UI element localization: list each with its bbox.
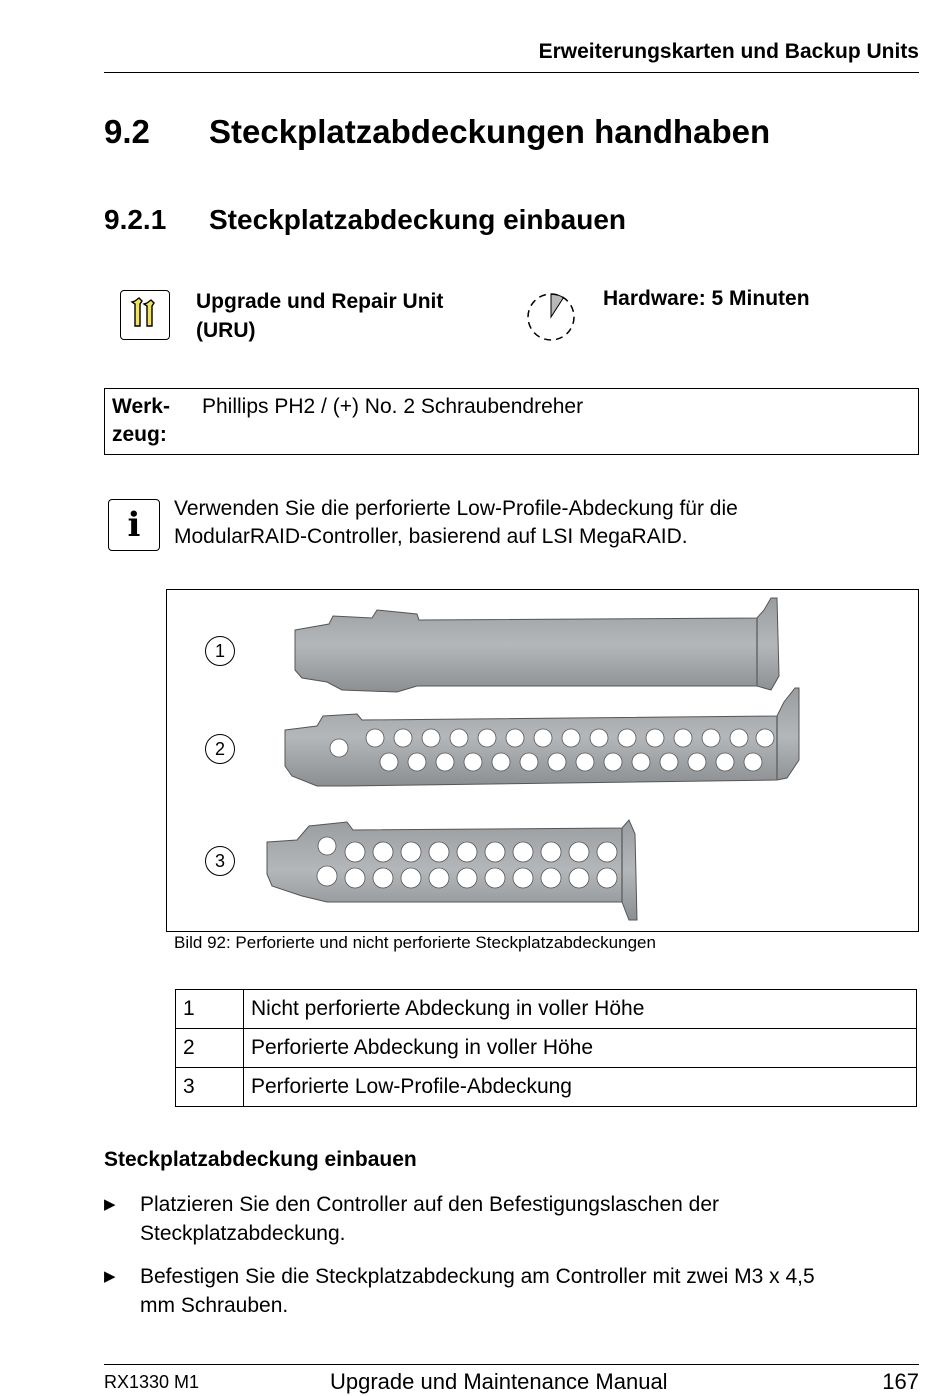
step-text: Befestigen Sie die Steckplatzabdeckung am Controller mit zwei M3 x 4,5 mm Schrauben. — [140, 1265, 815, 1317]
table-row — [176, 1068, 917, 1107]
triangle-bullet-icon: ▶ — [104, 1268, 116, 1285]
section-number: 9.2 — [104, 113, 150, 150]
figure-caption: Bild 92: Perforierte und nicht perforierte Steckplatzabdeckungen — [174, 933, 656, 952]
note-text: Verwenden Sie die perforierte Low-Profile-Abdeckung für die ModularRAID-Controller, basierend auf LSI MegaRAID. — [174, 497, 738, 548]
procedure-step — [104, 1262, 824, 1322]
header-rule — [104, 72, 919, 73]
figure-callout-1: 1 — [205, 636, 235, 666]
figure-callout-3: 3 — [205, 846, 235, 876]
slot-cover-full-height-perforated — [285, 688, 799, 786]
subsection-title: Steckplatzabdeckung einbauen — [209, 204, 626, 235]
legend-table — [175, 989, 917, 1107]
uru-label: Upgrade und Repair Unit (URU) — [196, 290, 444, 342]
hardware-time-label: Hardware: 5 Minuten — [603, 287, 810, 310]
tool-label: Werk- zeug: — [112, 395, 170, 446]
wrench-icon — [120, 290, 170, 340]
table-row — [176, 990, 917, 1029]
table-row — [176, 1029, 917, 1068]
procedure-heading: Steckplatzabdeckung einbauen — [104, 1148, 417, 1171]
slot-cover-low-profile-perforated — [267, 820, 637, 920]
footer-manual-title: Upgrade und Maintenance Manual — [330, 1369, 668, 1394]
procedure-step — [104, 1190, 824, 1250]
subsection-number: 9.2.1 — [104, 204, 167, 235]
figure-callout-2: 2 — [205, 734, 235, 764]
legend-num: 1 — [176, 990, 244, 1029]
footer-rule — [104, 1364, 919, 1365]
slot-covers-illustration — [167, 590, 918, 931]
legend-num: 3 — [176, 1068, 244, 1107]
step-text: Platzieren Sie den Controller auf den Befestigungslaschen der Steckplatzabdeckung. — [140, 1193, 720, 1245]
legend-num: 2 — [176, 1029, 244, 1068]
section-title: Steckplatzabdeckungen handhaben — [209, 113, 771, 150]
legend-text: Perforierte Low-Profile-Abdeckung — [244, 1068, 917, 1107]
triangle-bullet-icon: ▶ — [104, 1196, 116, 1213]
page-number: 167 — [882, 1369, 919, 1394]
info-icon: i — [108, 499, 160, 551]
legend-text: Nicht perforierte Abdeckung in voller Höhe — [244, 990, 917, 1029]
running-header: Erweiterungskarten und Backup Units — [538, 40, 919, 63]
tool-value: Phillips PH2 / (+) No. 2 Schraubendreher — [202, 395, 584, 418]
slot-cover-full-height-solid — [295, 598, 779, 692]
legend-text: Perforierte Abdeckung in voller Höhe — [244, 1029, 917, 1068]
footer-model: RX1330 M1 — [104, 1372, 200, 1392]
clock-icon — [524, 290, 578, 344]
